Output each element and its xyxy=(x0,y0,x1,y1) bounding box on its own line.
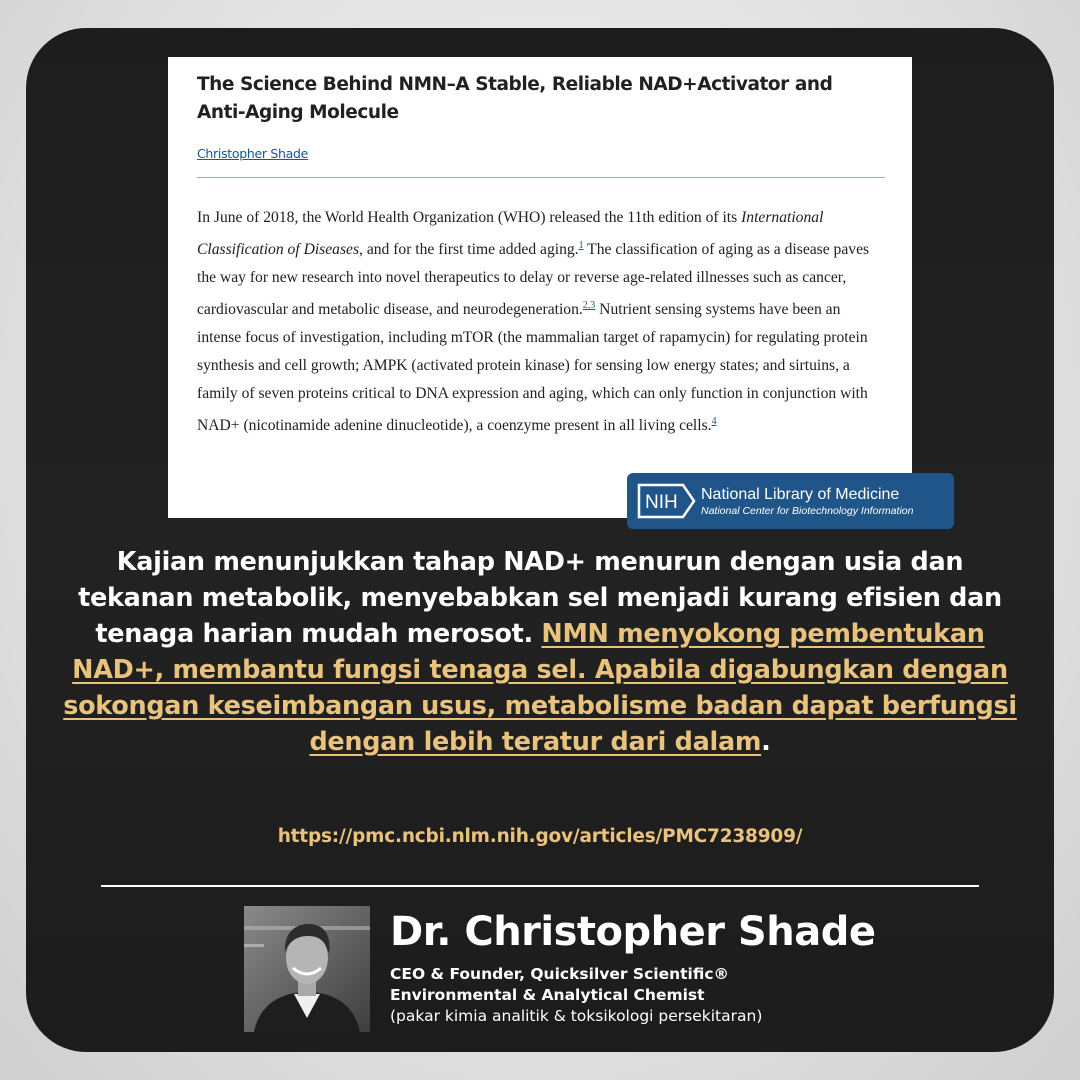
article-author-link[interactable]: Christopher Shade xyxy=(197,146,309,161)
person-name: Dr. Christopher Shade xyxy=(390,909,876,955)
caption-text xyxy=(60,544,1020,760)
body-text: , and for the first time added aging. xyxy=(359,241,579,259)
nih-badge xyxy=(627,473,954,529)
person-credentials xyxy=(390,964,762,1027)
caption-end: . xyxy=(761,727,771,757)
divider-line xyxy=(101,885,979,887)
person-role-translation: (pakar kimia analitik & toksikologi persekitaran) xyxy=(390,1007,763,1025)
nih-logo-text: NIH xyxy=(645,492,678,513)
nih-subtitle: National Center for Biotechnology Information xyxy=(701,504,914,517)
body-text: In June of 2018, the World Health Organization (WHO) released the 11th edition of its xyxy=(197,209,742,226)
body-text: The classification of aging as a disease paves the way for new research into novel therapeutics to delay or reverse age-related illnesses such as cancer, cardiovascular and metabolic disease, and neurodegeneration. xyxy=(197,241,870,319)
nih-logo-icon xyxy=(637,482,697,520)
portrait-photo xyxy=(244,906,370,1032)
article-body xyxy=(197,204,887,441)
caption-highlight: NMN menyokong pembentukan NAD+, membantu fungsi tenaga sel. Apabila digabungkan dengan sokongan keseimbangan usus, metabolisme badan dapat berfungsi dengan lebih teratur dari dalam xyxy=(63,619,1017,757)
caption-plain: Kajian menunjukkan tahap NAD+ menurun dengan usia dan tekanan metabolik, menyebabkan sel menjadi kurang efisien dan tenaga harian mudah merosot. xyxy=(78,547,1002,649)
article-title: The Science Behind NMN–A Stable, Reliable NAD+Activator and Anti-Aging Molecule xyxy=(197,74,833,123)
reference-link[interactable]: 2,3 xyxy=(582,300,596,312)
reference-link[interactable]: 1 xyxy=(578,240,584,251)
source-url[interactable]: https://pmc.ncbi.nlm.nih.gov/articles/PMC7238909/ xyxy=(277,826,803,847)
reference-link[interactable]: 4 xyxy=(711,416,717,428)
person-role: Environmental & Analytical Chemist xyxy=(390,986,705,1004)
article-screenshot xyxy=(168,57,912,518)
person-title: CEO & Founder, Quicksilver Scientific® xyxy=(390,965,730,983)
body-text: Nutrient sensing systems have been an intense focus of investigation, including mTOR (the mammalian target of rapamycin) for regulating protein synthesis and cell growth; AMPK (activated protein kinase) for sensing low energy states; and sirtuins, a family of seven proteins critical to DNA expression and aging, which can only function in conjunction with NAD+ (nicotinamide adenine dinucleotide), a coenzyme present in all living cells. xyxy=(197,301,868,435)
body-emphasis: International Classification of Diseases xyxy=(197,209,824,259)
nih-name: National Library of Medicine xyxy=(701,485,900,503)
article-divider xyxy=(197,177,885,178)
